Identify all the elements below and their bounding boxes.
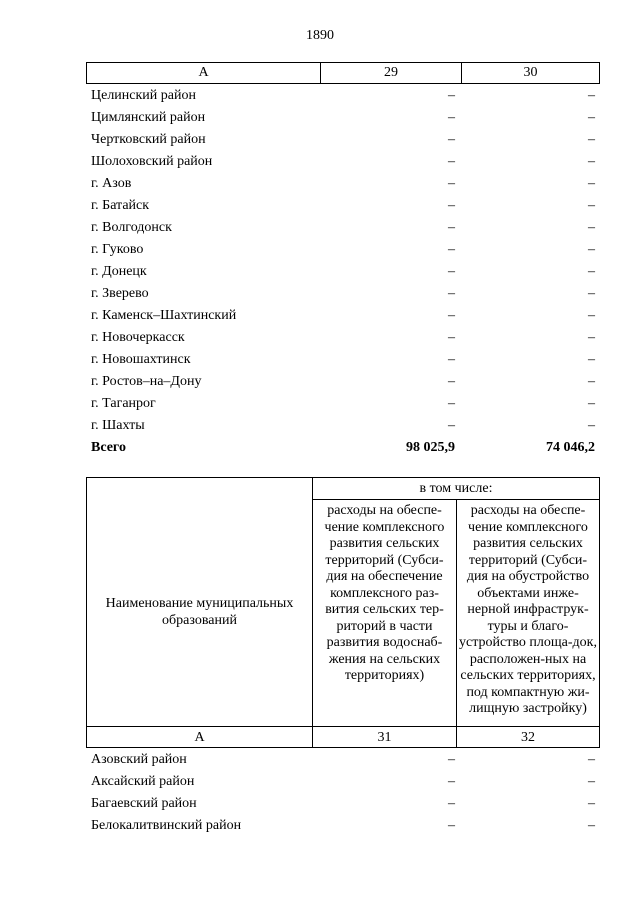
row-name: Белокалитвинский район xyxy=(91,818,242,833)
row-value-2: – xyxy=(588,774,595,789)
table-row xyxy=(91,283,600,305)
row-value-1: – xyxy=(448,330,455,345)
table2-group-header: в том числе: xyxy=(313,478,599,500)
table1-header-col-a: А xyxy=(87,63,321,83)
row-name: Шолоховский район xyxy=(91,154,213,169)
row-name: г. Гуково xyxy=(91,242,144,257)
row-name: г. Зверево xyxy=(91,286,149,301)
table-row xyxy=(91,129,600,151)
table-row xyxy=(91,793,600,815)
row-value-2: – xyxy=(588,154,595,169)
table-row xyxy=(91,85,600,107)
row-value-2: – xyxy=(588,132,595,147)
row-value-1: – xyxy=(448,374,455,389)
table2-col31-header: расходы на обеспе-чение комплексного развития сельских территорий (Субси-дия на обеспечение комплексного раз-вития сельских тер-риторий в части развития водоснаб-жения на сельских территориях) xyxy=(313,500,457,726)
row-name: Всего xyxy=(91,440,126,455)
row-value-1: – xyxy=(448,286,455,301)
table-row xyxy=(91,151,600,173)
table-row xyxy=(91,371,600,393)
table-row xyxy=(91,415,600,437)
table-row xyxy=(91,393,600,415)
row-value-1: – xyxy=(448,110,455,125)
table1-body xyxy=(91,85,600,459)
row-value-2: – xyxy=(588,308,595,323)
row-value-2: – xyxy=(588,110,595,125)
row-value-2: – xyxy=(588,752,595,767)
table2-footer-row xyxy=(87,726,599,748)
table2-col32-header: расходы на обеспе-чение комплексного развития сельских территорий (Субси-дия на обустройство объектами инже-нерной инфраструк-туры и благо-устройство площа-док, расположен-ных на сельских территориях, под компактную жи-лищную застройку) xyxy=(459,503,597,716)
row-value-2: – xyxy=(588,818,595,833)
row-value-1: – xyxy=(448,818,455,833)
row-value-2: – xyxy=(588,88,595,103)
row-value-2: 74 046,2 xyxy=(546,440,595,455)
table-row xyxy=(91,771,600,793)
table-row xyxy=(91,305,600,327)
row-value-1: – xyxy=(448,308,455,323)
row-name: Целинский район xyxy=(91,88,196,103)
row-value-1: – xyxy=(448,264,455,279)
table-row xyxy=(91,349,600,371)
table-row xyxy=(91,261,600,283)
table-row xyxy=(91,815,600,837)
row-name: Багаевский район xyxy=(91,796,197,811)
row-value-1: – xyxy=(448,752,455,767)
row-name: г. Батайск xyxy=(91,198,150,213)
row-value-1: – xyxy=(448,198,455,213)
table1-header-col-30: 30 xyxy=(523,65,538,80)
row-value-2: – xyxy=(588,176,595,191)
table2-footer-col-a: А xyxy=(87,727,313,748)
table-row xyxy=(91,173,600,195)
row-name: г. Новошахтинск xyxy=(91,352,191,367)
row-value-2: – xyxy=(588,418,595,433)
row-value-2: – xyxy=(588,264,595,279)
table-row xyxy=(91,195,600,217)
row-value-2: – xyxy=(588,220,595,235)
table2-body xyxy=(91,749,600,837)
row-value-1: – xyxy=(448,176,455,191)
row-name: Цимлянский район xyxy=(91,110,206,125)
row-name: г. Волгодонск xyxy=(91,220,172,235)
row-name: Чертковский район xyxy=(91,132,206,147)
table-row xyxy=(91,239,600,261)
row-name: г. Азов xyxy=(91,176,132,191)
row-value-2: – xyxy=(588,396,595,411)
row-value-1: 98 025,9 xyxy=(406,440,455,455)
row-value-1: – xyxy=(448,418,455,433)
row-value-1: – xyxy=(448,242,455,257)
table2-header xyxy=(86,477,600,748)
row-name: Аксайский район xyxy=(91,774,195,789)
row-value-1: – xyxy=(448,220,455,235)
table2-footer-col-31: 31 xyxy=(313,727,457,748)
table-row xyxy=(91,217,600,239)
table2-name-header: Наименование муниципальных образований xyxy=(87,478,313,726)
row-value-2: – xyxy=(588,374,595,389)
row-value-1: – xyxy=(448,154,455,169)
row-value-2: – xyxy=(588,242,595,257)
row-value-1: – xyxy=(448,774,455,789)
table2-footer-col-32: 32 xyxy=(521,729,535,745)
table-row xyxy=(91,107,600,129)
table1-header-col-29: 29 xyxy=(321,63,462,83)
row-value-2: – xyxy=(588,198,595,213)
row-value-2: – xyxy=(588,330,595,345)
table-row xyxy=(91,749,600,771)
row-value-1: – xyxy=(448,88,455,103)
row-name: г. Новочеркасск xyxy=(91,330,185,345)
row-value-2: – xyxy=(588,352,595,367)
row-name: г. Ростов–на–Дону xyxy=(91,374,202,389)
row-name: г. Донецк xyxy=(91,264,147,279)
total-row xyxy=(91,437,600,459)
row-value-2: – xyxy=(588,796,595,811)
row-value-1: – xyxy=(448,796,455,811)
table-row xyxy=(91,327,600,349)
row-value-1: – xyxy=(448,396,455,411)
row-value-1: – xyxy=(448,352,455,367)
row-name: г. Таганрог xyxy=(91,396,156,411)
row-name: г. Каменск–Шахтинский xyxy=(91,308,237,323)
row-name: Азовский район xyxy=(91,752,187,767)
row-value-2: – xyxy=(588,286,595,301)
row-name: г. Шахты xyxy=(91,418,145,433)
table1-header xyxy=(86,62,600,84)
page-number: 1890 xyxy=(306,28,334,43)
row-value-1: – xyxy=(448,132,455,147)
